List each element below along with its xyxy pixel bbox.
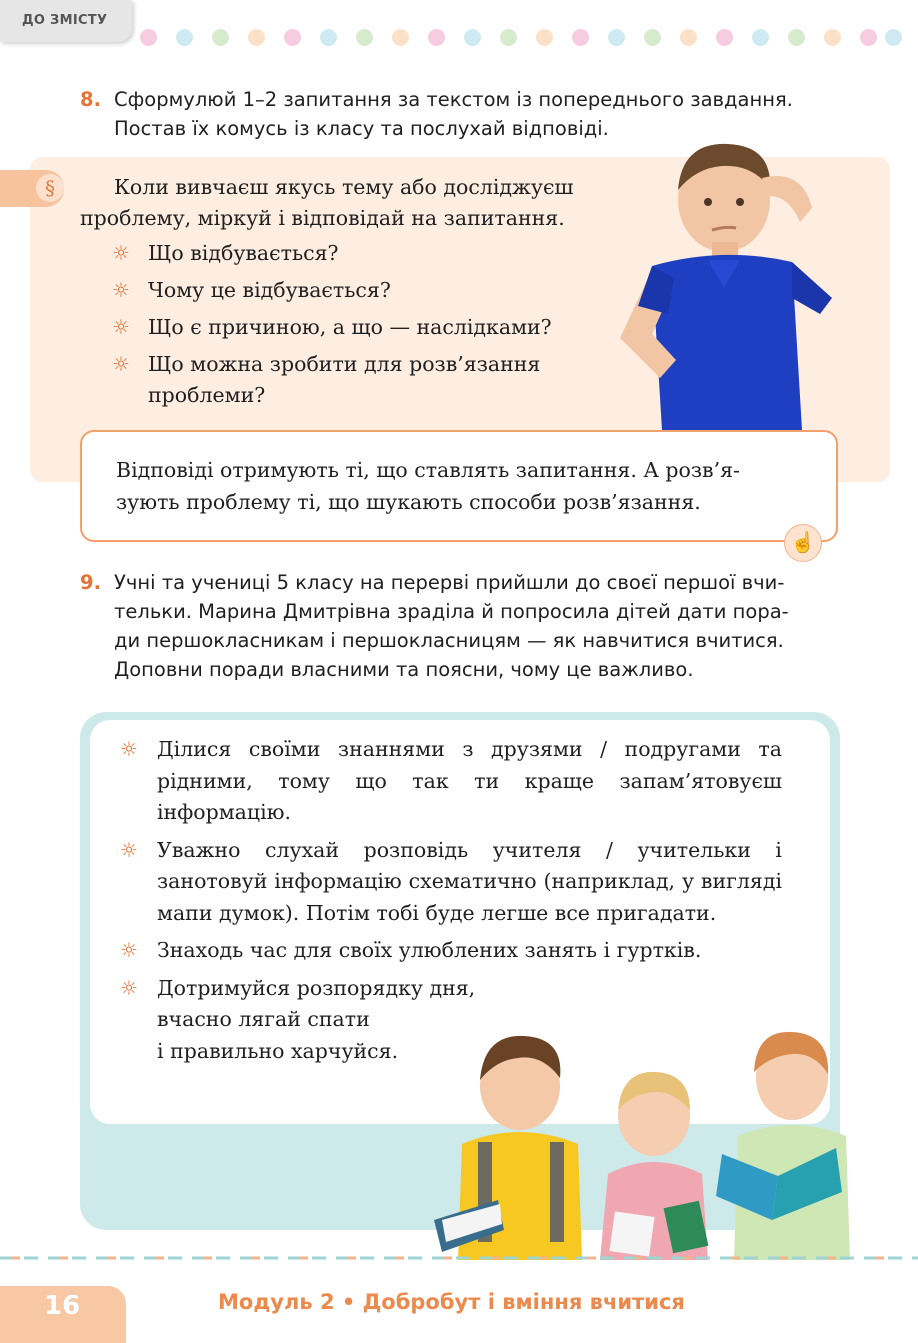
task-number: 9. xyxy=(80,571,101,594)
intro-line: проблему, міркуй і відповідай на запитання. xyxy=(80,206,565,230)
question-text: Що можна зробити для розв’язання проблеми? xyxy=(148,352,541,407)
list-item xyxy=(120,734,782,829)
advice-line: Дотримуйся розпорядку дня, xyxy=(157,975,476,1000)
task-number: 8. xyxy=(80,88,101,111)
sun-icon: ☼ xyxy=(112,241,130,265)
task-9 xyxy=(80,568,874,684)
boy-illustration xyxy=(612,138,852,430)
advice-list xyxy=(120,734,782,1073)
kids-illustration xyxy=(432,1024,860,1260)
page-number: 16 xyxy=(0,1286,126,1343)
question-list xyxy=(112,238,632,417)
sun-icon: ☼ xyxy=(112,315,130,339)
list-item xyxy=(112,238,632,269)
question-text: Що відбувається? xyxy=(148,241,339,265)
sun-icon: ☼ xyxy=(120,837,138,862)
sun-icon: ☼ xyxy=(112,278,130,302)
list-item xyxy=(112,275,632,306)
advice-text: Уважно слухай розповідь учителя / учительки і занотовуй інформацію схематично (наприклад, у вигляді мапи думок). Потім тобі буде легше все пригадати. xyxy=(157,837,782,925)
note-line: Відповіді отримують ті, що ставлять запитання. А розв’я- xyxy=(116,458,740,482)
tip-intro xyxy=(80,172,640,234)
decorative-dots xyxy=(140,29,910,47)
sun-icon: ☼ xyxy=(120,938,138,962)
sun-icon: ☼ xyxy=(112,352,130,376)
advice-text: Ділися своїми знаннями з друзями / подругами та рідними, тому що так ти краще запам’ятовуєш інформацію. xyxy=(157,737,782,824)
module-title: Модуль 2 • Добробут і вміння вчитися xyxy=(218,1290,685,1314)
intro-line: Коли вивчаєш якусь тему або досліджуєш xyxy=(114,175,574,199)
advice-line: вчасно лягай спати xyxy=(157,1007,370,1031)
task-text-line: Доповни поради власними та поясни, чому це важливо. xyxy=(114,658,694,681)
task-text-line: ди першокласникам і першокласницям — як навчитися вчитися. xyxy=(114,629,784,652)
sun-icon: ☼ xyxy=(120,975,138,1000)
question-text: Що є причиною, а що — наслідками? xyxy=(148,315,552,339)
sun-icon: ☼ xyxy=(120,737,138,761)
task-text-line: Учні та учениці 5 класу на перерві прийшли до своєї першої вчи- xyxy=(114,571,785,594)
task-text-line: Сформулюй 1–2 запитання за текстом із попереднього завдання. xyxy=(114,88,793,111)
advice-line: і правильно харчуйся. xyxy=(157,1038,399,1063)
question-text: Чому це відбувається? xyxy=(148,278,391,302)
answer-note xyxy=(80,430,838,542)
list-item xyxy=(120,935,782,967)
dashed-divider xyxy=(0,1256,918,1260)
task-text-line: тельки. Марина Дмитрівна зраділа й попросила дітей дати пора- xyxy=(114,600,789,623)
task-8 xyxy=(80,85,874,143)
task-text-line: Постав їх комусь із класу та послухай відповіді. xyxy=(114,117,609,140)
list-item xyxy=(112,349,588,411)
knot-icon: § xyxy=(36,174,64,202)
toc-link[interactable]: ДО ЗМІСТУ xyxy=(0,0,132,42)
list-item xyxy=(120,835,782,930)
list-item xyxy=(112,312,632,343)
pointing-hand-icon: ☝ xyxy=(784,524,822,562)
note-line: зують проблему ті, що шукають способи розв’язання. xyxy=(116,490,701,514)
advice-text: Знаходь час для своїх улюблених занять і гуртків. xyxy=(157,938,702,962)
